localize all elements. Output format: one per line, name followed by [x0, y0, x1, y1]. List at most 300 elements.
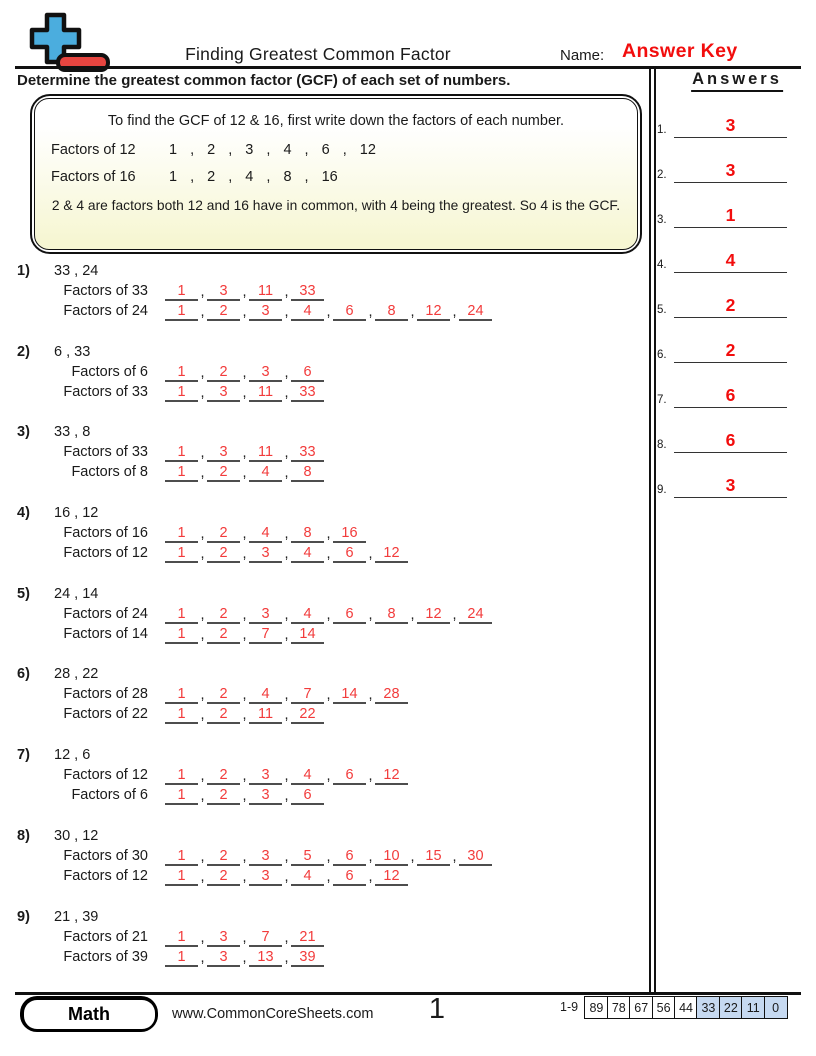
factor-row	[17, 543, 649, 563]
answer-item	[657, 363, 807, 408]
score-cell: 44	[674, 996, 698, 1019]
factor-label: Factors of 16	[63, 525, 148, 542]
comma-separator: ,	[284, 284, 289, 300]
question	[17, 664, 649, 745]
factor-blank: 7	[249, 929, 282, 947]
factor-blank: 1	[165, 444, 198, 462]
answer-value: 6	[674, 430, 787, 453]
example-row	[51, 169, 621, 185]
factor-blank: 3	[207, 949, 240, 967]
answer-number: 7.	[657, 394, 667, 406]
question	[17, 745, 649, 826]
comma-separator: ,	[410, 304, 415, 320]
factor-blank: 3	[249, 787, 282, 805]
factor-blanks	[165, 929, 324, 947]
question	[17, 503, 649, 584]
factor-label: Factors of 33	[63, 383, 148, 400]
factor-blank: 3	[249, 848, 282, 866]
score-cell: 11	[741, 996, 765, 1019]
comma-separator: ,	[284, 687, 289, 704]
comma-separator: ,	[326, 768, 331, 785]
comma-separator: ,	[200, 768, 205, 785]
comma-separator: ,	[242, 546, 247, 563]
comma-separator: ,	[242, 626, 247, 643]
comma-separator: ,	[452, 848, 457, 865]
factor-row	[17, 604, 649, 624]
answer-number: 3.	[657, 214, 667, 226]
comma-separator: ,	[284, 445, 289, 462]
comma-separator: ,	[326, 526, 331, 543]
answer-item	[657, 138, 807, 183]
factor-row	[17, 442, 649, 462]
factor-blank: 2	[207, 686, 240, 704]
factor-blank: 4	[291, 606, 324, 624]
factor-blank: 11	[249, 706, 282, 724]
answer-number: 2.	[657, 169, 667, 181]
factor-row	[17, 866, 649, 886]
factor-blank: 28	[375, 686, 408, 704]
question-number: 3)	[17, 424, 30, 441]
page-title: Finding Greatest Common Factor	[185, 44, 451, 64]
plus-minus-logo-icon	[16, 12, 116, 74]
comma-separator: ,	[368, 606, 373, 623]
factor-blank: 6	[333, 545, 366, 563]
factor-blank: 12	[417, 303, 450, 321]
factor-blanks	[165, 384, 324, 402]
factor-blank: 10	[375, 848, 408, 866]
factor-label: Factors of 12	[63, 767, 148, 784]
question-number: 6)	[17, 666, 30, 683]
answers-divider	[649, 68, 656, 993]
factor-blank: 8	[291, 525, 324, 543]
factor-blanks	[165, 545, 408, 563]
instruction-text: Determine the greatest common factor (GCF) of each set of numbers.	[17, 72, 511, 89]
answer-number: 5.	[657, 304, 667, 316]
factor-blanks	[165, 283, 324, 301]
factor-blanks	[165, 464, 324, 482]
answer-item	[657, 273, 807, 318]
factor-blank: 4	[249, 686, 282, 704]
factor-blanks	[165, 787, 324, 805]
factor-blanks	[165, 767, 408, 785]
question-number: 8)	[17, 827, 30, 844]
factor-blank: 6	[291, 787, 324, 805]
factor-row	[17, 704, 649, 724]
factor-label: Factors of 24	[63, 605, 148, 622]
factor-label: Factors of 28	[63, 686, 148, 703]
factor-label: Factors of 6	[71, 787, 148, 804]
question-number: 1)	[17, 263, 30, 279]
answer-item	[657, 453, 807, 498]
example-row-values: 1 , 2 , 3 , 4 , 6 , 12	[169, 142, 376, 158]
comma-separator: ,	[200, 606, 205, 623]
question-number: 7)	[17, 747, 30, 764]
comma-separator: ,	[200, 304, 205, 320]
factor-blanks	[165, 606, 492, 624]
question-pair: 21 , 39	[54, 908, 99, 925]
example-row-label: Factors of 16	[51, 169, 136, 185]
factor-blank: 14	[333, 686, 366, 704]
factor-blank: 11	[249, 444, 282, 462]
score-cell: 0	[764, 996, 788, 1019]
score-cell: 22	[719, 996, 743, 1019]
answer-value: 3	[674, 115, 787, 138]
comma-separator: ,	[200, 848, 205, 865]
comma-separator: ,	[200, 868, 205, 885]
question	[17, 261, 649, 342]
factor-blanks	[165, 848, 492, 866]
comma-separator: ,	[284, 788, 289, 805]
factor-label: Factors of 39	[63, 948, 148, 965]
factor-row	[17, 624, 649, 644]
math-badge-label: Math	[24, 1000, 155, 1029]
factor-blank: 11	[249, 384, 282, 402]
factor-blank: 1	[165, 929, 198, 947]
answer-number: 8.	[657, 439, 667, 451]
factor-row	[17, 785, 649, 805]
question-pair: 28 , 22	[54, 666, 99, 683]
factor-blanks	[165, 364, 324, 382]
comma-separator: ,	[326, 304, 331, 320]
comma-separator: ,	[326, 546, 331, 563]
answers-list	[657, 93, 807, 498]
answer-item	[657, 318, 807, 363]
factor-label: Factors of 21	[63, 928, 148, 945]
comma-separator: ,	[200, 445, 205, 462]
question	[17, 826, 649, 907]
factor-blank: 4	[291, 303, 324, 321]
factor-row	[17, 382, 649, 402]
comma-separator: ,	[242, 465, 247, 482]
comma-separator: ,	[326, 606, 331, 623]
comma-separator: ,	[326, 848, 331, 865]
factor-blank: 15	[417, 848, 450, 866]
answer-value: 6	[674, 385, 787, 408]
question-pair: 6 , 33	[54, 343, 91, 360]
factor-blank: 6	[333, 767, 366, 785]
question	[17, 907, 649, 988]
factor-blank: 21	[291, 929, 324, 947]
math-badge	[20, 996, 158, 1032]
page-number: 1	[428, 993, 446, 1025]
question	[17, 584, 649, 665]
comma-separator: ,	[242, 384, 247, 401]
factor-label: Factors of 33	[63, 444, 148, 461]
answer-number: 6.	[657, 349, 667, 361]
comma-separator: ,	[242, 848, 247, 865]
factor-blank: 2	[207, 787, 240, 805]
factor-row	[17, 281, 649, 301]
comma-separator: ,	[200, 384, 205, 401]
question-header	[17, 503, 649, 523]
answer-item	[657, 228, 807, 273]
factor-blank: 3	[249, 767, 282, 785]
score-cell: 56	[652, 996, 676, 1019]
factor-blank: 2	[207, 767, 240, 785]
factor-blank: 3	[249, 364, 282, 382]
comma-separator: ,	[452, 606, 457, 623]
factor-blank: 33	[291, 283, 324, 301]
question-header	[17, 826, 649, 846]
factor-blank: 1	[165, 848, 198, 866]
factor-blank: 22	[291, 706, 324, 724]
factor-blank: 33	[291, 444, 324, 462]
question	[17, 342, 649, 423]
factor-blank: 6	[333, 606, 366, 624]
comma-separator: ,	[410, 848, 415, 865]
comma-separator: ,	[242, 929, 247, 946]
example-box-inner	[34, 98, 638, 250]
comma-separator: ,	[284, 929, 289, 946]
factor-row	[17, 947, 649, 967]
comma-separator: ,	[368, 304, 373, 320]
comma-separator: ,	[200, 465, 205, 482]
factor-blank: 7	[249, 626, 282, 644]
comma-separator: ,	[284, 304, 289, 320]
factor-blank: 13	[249, 949, 282, 967]
score-cell: 33	[696, 996, 720, 1019]
answer-item	[657, 183, 807, 228]
question-header	[17, 261, 649, 281]
comma-separator: ,	[200, 687, 205, 704]
factor-label: Factors of 12	[63, 867, 148, 884]
factor-blank: 3	[249, 606, 282, 624]
comma-separator: ,	[284, 626, 289, 643]
factor-blank: 2	[207, 364, 240, 382]
factor-row	[17, 846, 649, 866]
comma-separator: ,	[326, 687, 331, 704]
factor-blank: 8	[375, 303, 408, 321]
comma-separator: ,	[200, 949, 205, 966]
answer-value: 1	[674, 205, 787, 228]
factor-blank: 1	[165, 283, 198, 301]
answer-value: 2	[674, 295, 787, 318]
question-pair: 24 , 14	[54, 585, 99, 602]
comma-separator: ,	[200, 526, 205, 543]
factor-blank: 6	[333, 848, 366, 866]
factor-blanks	[165, 626, 324, 644]
question-pair: 33 , 24	[54, 263, 99, 279]
comma-separator: ,	[242, 949, 247, 966]
factor-row	[17, 765, 649, 785]
score-cell: 67	[629, 996, 653, 1019]
factor-blank: 1	[165, 686, 198, 704]
example-row-label: Factors of 12	[51, 142, 136, 158]
factor-blank: 1	[165, 303, 198, 321]
factor-blank: 8	[291, 464, 324, 482]
comma-separator: ,	[368, 687, 373, 704]
factor-blank: 4	[291, 767, 324, 785]
comma-separator: ,	[242, 364, 247, 381]
header-divider	[15, 66, 801, 69]
comma-separator: ,	[368, 768, 373, 785]
factor-blank: 3	[207, 929, 240, 947]
factor-blank: 30	[459, 848, 492, 866]
comma-separator: ,	[284, 384, 289, 401]
answer-value: 3	[674, 475, 787, 498]
factor-blank: 2	[207, 706, 240, 724]
factor-blank: 1	[165, 868, 198, 886]
comma-separator: ,	[200, 929, 205, 946]
question-pair: 16 , 12	[54, 505, 99, 522]
comma-separator: ,	[200, 626, 205, 643]
factor-blank: 14	[291, 626, 324, 644]
comma-separator: ,	[242, 687, 247, 704]
factor-blank: 4	[291, 545, 324, 563]
comma-separator: ,	[242, 868, 247, 885]
factor-blank: 1	[165, 626, 198, 644]
comma-separator: ,	[284, 848, 289, 865]
question-header	[17, 422, 649, 442]
factor-blank: 8	[375, 606, 408, 624]
factor-blanks	[165, 686, 408, 704]
factor-blank: 12	[375, 767, 408, 785]
factor-blanks	[165, 525, 366, 543]
question-header	[17, 584, 649, 604]
answer-item	[657, 93, 807, 138]
question-pair: 33 , 8	[54, 424, 91, 441]
factor-blank: 6	[333, 868, 366, 886]
factor-blank: 1	[165, 767, 198, 785]
factor-blank: 16	[333, 525, 366, 543]
comma-separator: ,	[284, 364, 289, 381]
factor-blank: 11	[249, 283, 282, 301]
factor-blank: 2	[207, 848, 240, 866]
example-row-values: 1 , 2 , 4 , 8 , 16	[169, 169, 338, 185]
comma-separator: ,	[242, 526, 247, 543]
factor-blank: 1	[165, 464, 198, 482]
comma-separator: ,	[242, 768, 247, 785]
factor-blank: 3	[207, 283, 240, 301]
example-box	[30, 94, 642, 254]
factor-blank: 33	[291, 384, 324, 402]
question-number: 5)	[17, 585, 30, 602]
factor-label: Factors of 22	[63, 706, 148, 723]
factor-row	[17, 362, 649, 382]
factor-blank: 12	[375, 545, 408, 563]
example-intro: To find the GCF of 12 & 16, first write down the factors of each number.	[107, 113, 565, 129]
comma-separator: ,	[284, 868, 289, 885]
site-url: www.CommonCoreSheets.com	[172, 1006, 374, 1022]
factor-label: Factors of 33	[63, 283, 148, 299]
answer-value: 3	[674, 160, 787, 183]
comma-separator: ,	[368, 848, 373, 865]
comma-separator: ,	[200, 364, 205, 381]
factor-label: Factors of 30	[63, 847, 148, 864]
answer-number: 9.	[657, 484, 667, 496]
factor-blank: 1	[165, 706, 198, 724]
factor-blank: 1	[165, 545, 198, 563]
factor-label: Factors of 8	[71, 464, 148, 481]
example-rows	[51, 142, 621, 185]
factor-row	[17, 462, 649, 482]
factor-blank: 1	[165, 787, 198, 805]
factor-label: Factors of 12	[63, 545, 148, 562]
comma-separator: ,	[284, 949, 289, 966]
factor-row	[17, 301, 649, 321]
comma-separator: ,	[368, 868, 373, 885]
comma-separator: ,	[200, 284, 205, 300]
comma-separator: ,	[410, 606, 415, 623]
factor-label: Factors of 14	[63, 625, 148, 642]
factor-blanks	[165, 868, 408, 886]
factor-blank: 3	[249, 868, 282, 886]
factor-blank: 4	[249, 525, 282, 543]
comma-separator: ,	[242, 707, 247, 724]
factor-row	[17, 684, 649, 704]
factor-blank: 1	[165, 384, 198, 402]
question-header	[17, 342, 649, 362]
factor-blank: 2	[207, 464, 240, 482]
factor-blank: 3	[249, 303, 282, 321]
factor-blank: 2	[207, 626, 240, 644]
score-cell: 89	[584, 996, 608, 1019]
footer-divider	[15, 992, 801, 995]
factor-blank: 4	[291, 868, 324, 886]
comma-separator: ,	[284, 768, 289, 785]
factor-blank: 1	[165, 606, 198, 624]
comma-separator: ,	[452, 304, 457, 320]
name-label: Name:	[560, 47, 605, 64]
comma-separator: ,	[242, 606, 247, 623]
factor-blank: 2	[207, 525, 240, 543]
factor-label: Factors of 24	[63, 303, 148, 319]
comma-separator: ,	[242, 284, 247, 300]
score-range-label: 1-9	[560, 1000, 579, 1014]
factor-blank: 1	[165, 949, 198, 967]
factor-blank: 1	[165, 364, 198, 382]
factor-blank: 24	[459, 606, 492, 624]
question-pair: 30 , 12	[54, 827, 99, 844]
question-list	[17, 261, 649, 987]
answer-key-label: Answer Key	[622, 40, 738, 62]
factor-blank: 6	[291, 364, 324, 382]
factor-blank: 3	[249, 545, 282, 563]
comma-separator: ,	[284, 526, 289, 543]
example-conclusion: 2 & 4 are factors both 12 and 16 have in common, with 4 being the greatest. So 4 is the GCF.	[51, 198, 621, 213]
comma-separator: ,	[326, 868, 331, 885]
score-cell: 78	[607, 996, 631, 1019]
score-table	[586, 996, 788, 1019]
question	[17, 422, 649, 503]
comma-separator: ,	[242, 445, 247, 462]
comma-separator: ,	[200, 788, 205, 805]
factor-row	[17, 523, 649, 543]
factor-blank: 2	[207, 868, 240, 886]
comma-separator: ,	[368, 546, 373, 563]
factor-blank: 3	[207, 384, 240, 402]
factor-blanks	[165, 444, 324, 462]
factor-blank: 1	[165, 525, 198, 543]
comma-separator: ,	[200, 546, 205, 563]
answer-item	[657, 408, 807, 453]
factor-blank: 7	[291, 686, 324, 704]
factor-blank: 39	[291, 949, 324, 967]
factor-blank: 12	[375, 868, 408, 886]
factor-blank: 2	[207, 606, 240, 624]
answer-number: 1.	[657, 124, 667, 136]
factor-blanks	[165, 706, 324, 724]
comma-separator: ,	[284, 606, 289, 623]
factor-blank: 6	[333, 303, 366, 321]
question-number: 9)	[17, 908, 30, 925]
example-row	[51, 142, 621, 158]
factor-label: Factors of 6	[71, 363, 148, 380]
factor-blanks	[165, 303, 492, 321]
factor-blank: 12	[417, 606, 450, 624]
comma-separator: ,	[284, 465, 289, 482]
factor-blank: 4	[249, 464, 282, 482]
